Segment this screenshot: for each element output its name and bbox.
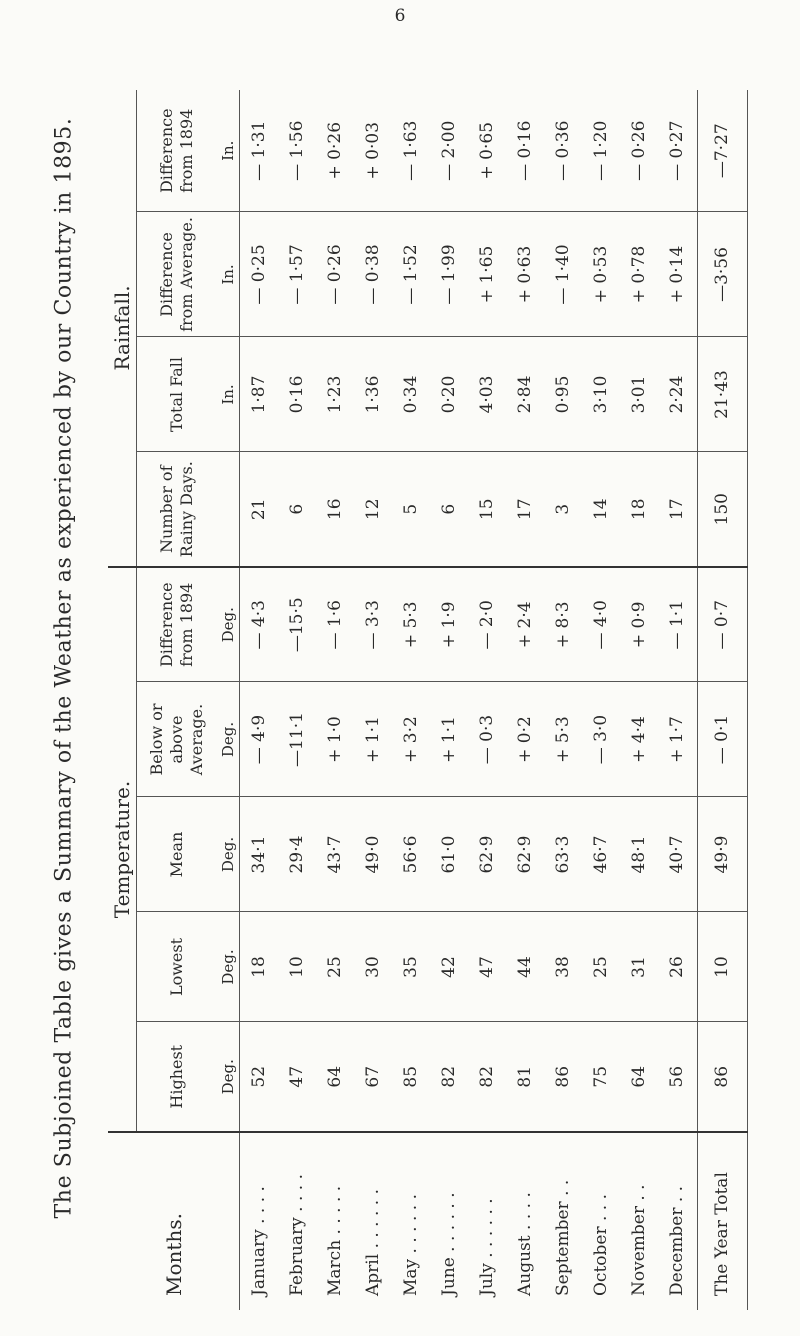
table-row <box>658 90 697 1310</box>
cell-total-fall: 4·03 <box>468 337 506 452</box>
cell-rain-diff-average: + 0·53 <box>582 212 620 337</box>
cell-highest: 47 <box>278 1022 316 1132</box>
cell-rainy-days: 3 <box>544 452 582 567</box>
cell-temp-diff-1894: + 5·3 <box>392 567 430 682</box>
cell-lowest: 47 <box>468 912 506 1022</box>
cell-rain-diff-1894: — 2·00 <box>430 90 468 212</box>
month-cell: April . . . . . . <box>363 1188 384 1296</box>
month-cell: January . . . . <box>249 1186 270 1296</box>
table-caption <box>34 0 94 1336</box>
cell-highest: 82 <box>468 1022 506 1132</box>
unit-below-above-average: Deg. <box>217 682 240 797</box>
cell-rainy-days: 6 <box>430 452 468 567</box>
cell-highest: 75 <box>582 1022 620 1132</box>
cell-rain-diff-average: + 0·78 <box>620 212 658 337</box>
cell-rainy-days: 150 <box>697 452 748 567</box>
cell-mean: 62·9 <box>468 797 506 912</box>
cell-rain-diff-1894: + 0·03 <box>354 90 392 212</box>
cell-mean: 61·0 <box>430 797 468 912</box>
temperature-group-header: Temperature. <box>108 567 137 1132</box>
cell-total-fall: 2·84 <box>506 337 544 452</box>
cell-below-above-average: + 1·7 <box>658 682 697 797</box>
cell-lowest: 44 <box>506 912 544 1022</box>
cell-temp-diff-1894: — 1·1 <box>658 567 697 682</box>
col-header-temp-diff-1894: Difference from 1894 <box>137 567 218 682</box>
table-row <box>620 90 658 1310</box>
table-body <box>240 90 748 1310</box>
cell-mean: 43·7 <box>316 797 354 912</box>
cell-below-above-average: + 1·1 <box>354 682 392 797</box>
table-row <box>582 90 620 1310</box>
cell-lowest: 30 <box>354 912 392 1022</box>
column-header-row <box>137 90 218 1310</box>
cell-rain-diff-average: — 1·52 <box>392 212 430 337</box>
cell-rain-diff-average: + 0·63 <box>506 212 544 337</box>
unit-temp-diff-1894: Deg. <box>217 567 240 682</box>
cell-mean: 34·1 <box>240 797 279 912</box>
unit-mean: Deg. <box>217 797 240 912</box>
cell-total-fall: 3·01 <box>620 337 658 452</box>
cell-rain-diff-1894: — 1·56 <box>278 90 316 212</box>
cell-mean: 56·6 <box>392 797 430 912</box>
cell-highest: 82 <box>430 1022 468 1132</box>
col-header-mean: Mean <box>137 797 218 912</box>
cell-rain-diff-average: + 1·65 <box>468 212 506 337</box>
month-cell: September . . <box>553 1179 574 1296</box>
cell-lowest: 18 <box>240 912 279 1022</box>
cell-mean: 63·3 <box>544 797 582 912</box>
unit-rain-diff-1894: In. <box>217 90 240 212</box>
cell-highest: 85 <box>392 1022 430 1132</box>
group-header-row <box>108 90 137 1310</box>
cell-temp-diff-1894: — 2·0 <box>468 567 506 682</box>
cell-below-above-average: — 0·3 <box>468 682 506 797</box>
cell-rainy-days: 14 <box>582 452 620 567</box>
col-header-rainy-days: Number of Rainy Days. <box>137 452 218 567</box>
cell-rainy-days: 12 <box>354 452 392 567</box>
col-header-highest: Highest <box>137 1022 218 1132</box>
table-row <box>430 90 468 1310</box>
cell-temp-diff-1894: — 4·0 <box>582 567 620 682</box>
cell-temp-diff-1894: + 0·9 <box>620 567 658 682</box>
cell-total-fall: 1·36 <box>354 337 392 452</box>
cell-mean: 49·0 <box>354 797 392 912</box>
cell-highest: 64 <box>620 1022 658 1132</box>
cell-temp-diff-1894: —15·5 <box>278 567 316 682</box>
cell-total-fall: 1·23 <box>316 337 354 452</box>
cell-lowest: 31 <box>620 912 658 1022</box>
cell-highest: 81 <box>506 1022 544 1132</box>
cell-rain-diff-average: — 1·57 <box>278 212 316 337</box>
weather-summary-table-rotated <box>108 90 748 1310</box>
cell-below-above-average: + 0·2 <box>506 682 544 797</box>
col-header-rain-diff-average: Difference from Average. <box>137 212 218 337</box>
cell-highest: 86 <box>544 1022 582 1132</box>
cell-total-fall: 0·20 <box>430 337 468 452</box>
cell-rainy-days: 17 <box>658 452 697 567</box>
cell-rain-diff-1894: + 0·65 <box>468 90 506 212</box>
month-cell: November . . <box>629 1184 650 1296</box>
year-total-row <box>697 90 748 1310</box>
month-cell: February . . . . <box>287 1174 308 1296</box>
weather-summary-table-wrap <box>108 90 748 1310</box>
cell-total-fall: 0·16 <box>278 337 316 452</box>
cell-mean: 29·4 <box>278 797 316 912</box>
cell-rainy-days: 21 <box>240 452 279 567</box>
cell-temp-diff-1894: — 0·7 <box>697 567 748 682</box>
cell-below-above-average: — 4·9 <box>240 682 279 797</box>
cell-rain-diff-1894: — 1·31 <box>240 90 279 212</box>
table-row <box>316 90 354 1310</box>
cell-lowest: 35 <box>392 912 430 1022</box>
unit-total-fall: In. <box>217 337 240 452</box>
table-caption-text: The Subjoined Table gives a Summary of the Weather as experienced by our Country in 1895. <box>51 117 77 1219</box>
cell-rain-diff-1894: — 1·20 <box>582 90 620 212</box>
month-cell: The Year Total <box>697 1132 748 1310</box>
table-row <box>468 90 506 1310</box>
cell-mean: 46·7 <box>582 797 620 912</box>
cell-rain-diff-1894: —7·27 <box>697 90 748 212</box>
cell-rainy-days: 17 <box>506 452 544 567</box>
month-cell: July . . . . . . <box>477 1198 498 1296</box>
cell-rain-diff-average: —3·56 <box>697 212 748 337</box>
cell-mean: 40·7 <box>658 797 697 912</box>
months-header: Months. <box>108 1132 240 1310</box>
table-row <box>506 90 544 1310</box>
cell-below-above-average: + 3·2 <box>392 682 430 797</box>
cell-mean: 49·9 <box>697 797 748 912</box>
cell-lowest: 10 <box>278 912 316 1022</box>
cell-highest: 52 <box>240 1022 279 1132</box>
cell-total-fall: 3·10 <box>582 337 620 452</box>
cell-rain-diff-average: + 0·14 <box>658 212 697 337</box>
cell-temp-diff-1894: + 8·3 <box>544 567 582 682</box>
cell-below-above-average: —11·1 <box>278 682 316 797</box>
cell-rainy-days: 16 <box>316 452 354 567</box>
cell-temp-diff-1894: — 4·3 <box>240 567 279 682</box>
unit-rain-diff-average: In. <box>217 212 240 337</box>
cell-rainy-days: 6 <box>278 452 316 567</box>
unit-rainy-days <box>217 452 240 567</box>
cell-below-above-average: — 3·0 <box>582 682 620 797</box>
cell-lowest: 42 <box>430 912 468 1022</box>
cell-below-above-average: + 4·4 <box>620 682 658 797</box>
cell-mean: 62·9 <box>506 797 544 912</box>
unit-lowest: Deg. <box>217 912 240 1022</box>
cell-below-above-average: + 1·1 <box>430 682 468 797</box>
month-cell: June . . . . . . <box>439 1192 460 1296</box>
month-cell: March . . . . . <box>325 1185 346 1296</box>
cell-highest: 67 <box>354 1022 392 1132</box>
cell-rain-diff-1894: + 0·26 <box>316 90 354 212</box>
cell-rain-diff-average: — 1·99 <box>430 212 468 337</box>
col-header-rain-diff-1894: Difference from 1894 <box>137 90 218 212</box>
cell-total-fall: 1·87 <box>240 337 279 452</box>
table-row <box>354 90 392 1310</box>
cell-highest: 56 <box>658 1022 697 1132</box>
col-header-lowest: Lowest <box>137 912 218 1022</box>
cell-mean: 48·1 <box>620 797 658 912</box>
cell-rain-diff-1894: — 0·36 <box>544 90 582 212</box>
cell-lowest: 25 <box>316 912 354 1022</box>
cell-total-fall: 0·34 <box>392 337 430 452</box>
cell-total-fall: 2·24 <box>658 337 697 452</box>
rainfall-group-header: Rainfall. <box>108 90 137 567</box>
table-row <box>278 90 316 1310</box>
cell-lowest: 10 <box>697 912 748 1022</box>
table-row <box>392 90 430 1310</box>
cell-temp-diff-1894: — 3·3 <box>354 567 392 682</box>
cell-temp-diff-1894: + 2·4 <box>506 567 544 682</box>
table-row <box>240 90 279 1310</box>
cell-rainy-days: 5 <box>392 452 430 567</box>
cell-temp-diff-1894: + 1·9 <box>430 567 468 682</box>
page-number: 6 <box>394 6 406 26</box>
unit-header-row <box>217 90 240 1310</box>
weather-summary-table <box>108 90 748 1310</box>
month-cell: May . . . . . . <box>401 1194 422 1296</box>
cell-rain-diff-average: — 0·25 <box>240 212 279 337</box>
cell-rain-diff-1894: — 1·63 <box>392 90 430 212</box>
unit-highest: Deg. <box>217 1022 240 1132</box>
month-cell: December . . <box>667 1185 688 1296</box>
table-row <box>544 90 582 1310</box>
cell-rain-diff-average: — 0·38 <box>354 212 392 337</box>
cell-lowest: 26 <box>658 912 697 1022</box>
cell-rainy-days: 18 <box>620 452 658 567</box>
cell-rain-diff-1894: — 0·16 <box>506 90 544 212</box>
cell-rain-diff-1894: — 0·26 <box>620 90 658 212</box>
cell-lowest: 38 <box>544 912 582 1022</box>
cell-below-above-average: + 5·3 <box>544 682 582 797</box>
cell-total-fall: 21·43 <box>697 337 748 452</box>
cell-highest: 86 <box>697 1022 748 1132</box>
cell-temp-diff-1894: — 1·6 <box>316 567 354 682</box>
cell-below-above-average: + 1·0 <box>316 682 354 797</box>
month-cell: October . . . <box>591 1193 612 1296</box>
cell-total-fall: 0·95 <box>544 337 582 452</box>
col-header-below-above-average: Below or above Average. <box>137 682 218 797</box>
cell-lowest: 25 <box>582 912 620 1022</box>
cell-rainy-days: 15 <box>468 452 506 567</box>
month-cell: August . . . . <box>515 1192 536 1296</box>
col-header-total-fall: Total Fall <box>137 337 218 452</box>
cell-rain-diff-average: — 1·40 <box>544 212 582 337</box>
cell-highest: 64 <box>316 1022 354 1132</box>
cell-rain-diff-1894: — 0·27 <box>658 90 697 212</box>
cell-below-above-average: — 0·1 <box>697 682 748 797</box>
cell-rain-diff-average: — 0·26 <box>316 212 354 337</box>
